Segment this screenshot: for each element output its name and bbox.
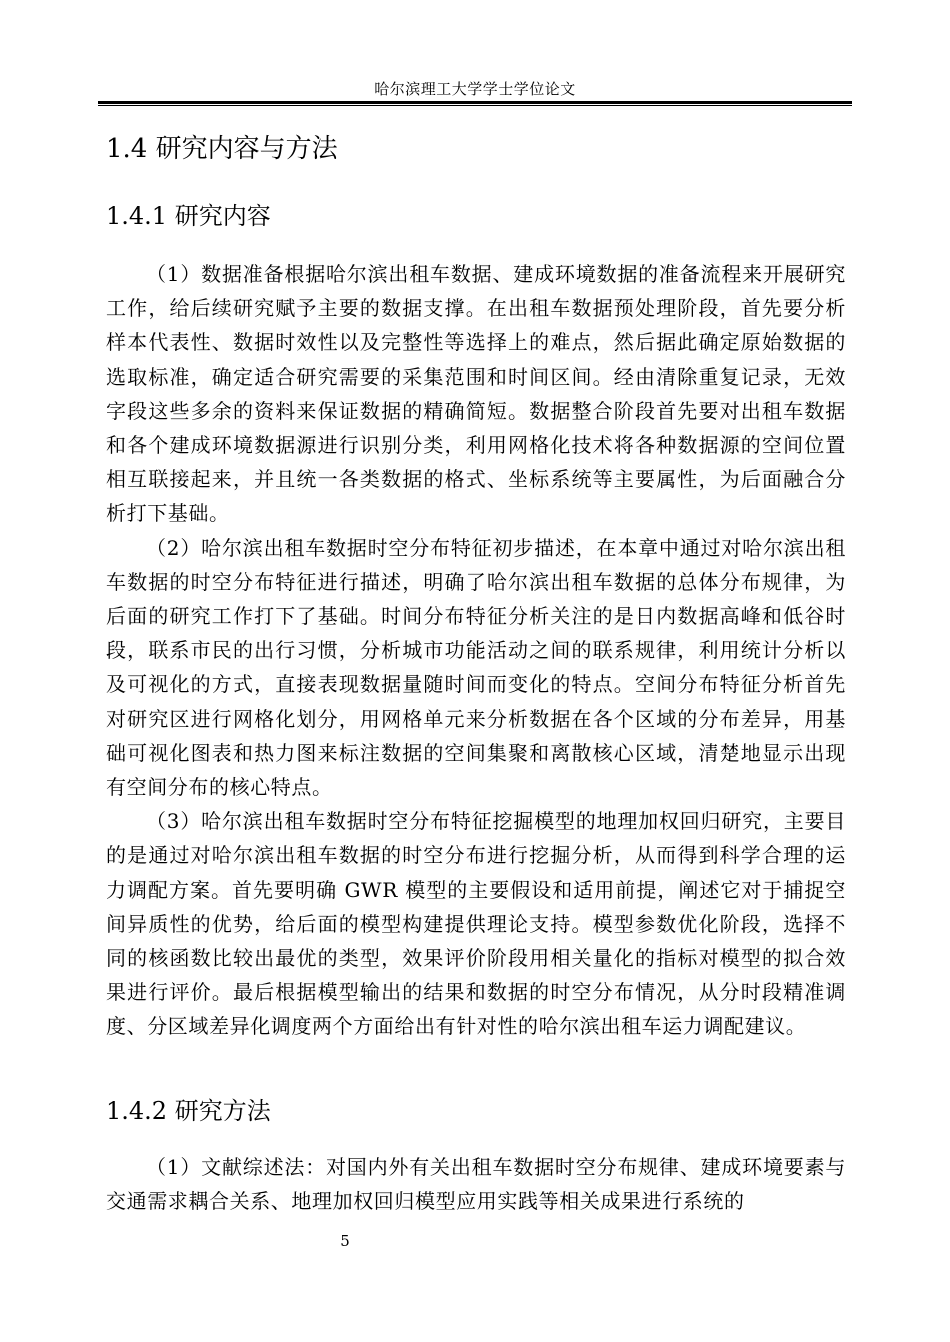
subsection-heading-research-method: 1.4.2 研究方法	[106, 1097, 271, 1125]
running-header: 哈尔滨理工大学学士学位论文	[374, 80, 576, 98]
page-number: 5	[340, 1232, 350, 1250]
subsection-heading-research-content: 1.4.1 研究内容	[106, 202, 271, 230]
paragraph: （1）数据准备根据哈尔滨出租车数据、建成环境数据的准备流程来开展研究工作，给后续研究赋予主要的数据支撑。在出租车数据预处理阶段，首先要分析样本代表性、数据时效性以及完整性等选择上的难点，然后据此确定原始数据的选取标准，确定适合研究需要的采集范围和时间区间。经由清除重复记录，无效字段这些多余的资料来保证数据的精确简短。数据整合阶段首先要对出租车数据和各个建成环境数据源进行识别分类，利用网格化技术将各种数据源的空间位置相互联接起来，并且统一各类数据的格式、坐标系统等主要属性，为后面融合分析打下基础。	[106, 262, 846, 526]
section-heading: 1.4 研究内容与方法	[106, 134, 338, 164]
paragraph: （1）文献综述法：对国内外有关出租车数据时空分布规律、建成环境要素与交通需求耦合关系、地理加权回归模型应用实践等相关成果进行系统的	[106, 1155, 846, 1214]
header-rule-thick	[98, 101, 852, 104]
header-rule-thin	[98, 105, 852, 106]
paragraph: （2）哈尔滨出租车数据时空分布特征初步描述，在本章中通过对哈尔滨出租车数据的时空分布特征进行描述，明确了哈尔滨出租车数据的总体分布规律，为后面的研究工作打下了基础。时间分布特征分析关注的是日内数据高峰和低谷时段，联系市民的出行习惯，分析城市功能活动之间的联系规律，利用统计分析以及可视化的方式，直接表现数据量随时间而变化的特点。空间分布特征分析首先对研究区进行网格化划分，用网格单元来分析数据在各个区域的分布差异，用基础可视化图表和热力图来标注数据的空间集聚和离散核心区域，清楚地显示出现有空间分布的核心特点。	[106, 535, 846, 800]
research-content-body	[106, 257, 846, 1044]
paragraph: （3）哈尔滨出租车数据时空分布特征挖掘模型的地理加权回归研究，主要目的是通过对哈尔滨出租车数据的时空分布进行挖掘分析，从而得到科学合理的运力调配方案。首先要明确 GWR 模型的主要假设和适用前提，阐述它对于捕捉空间异质性的优势，给后面的模型构建提供理论支持。模型参数优化阶段，选择不同的核函数比较出最优的类型，效果评价阶段用相关量化的指标对模型的拟合效果进行评价。最后根据模型输出的结果和数据的时空分布情况，从分时段精准调度、分区域差异化调度两个方面给出有针对性的哈尔滨出租车运力调配建议。	[106, 809, 846, 1039]
research-method-body	[106, 1150, 846, 1218]
